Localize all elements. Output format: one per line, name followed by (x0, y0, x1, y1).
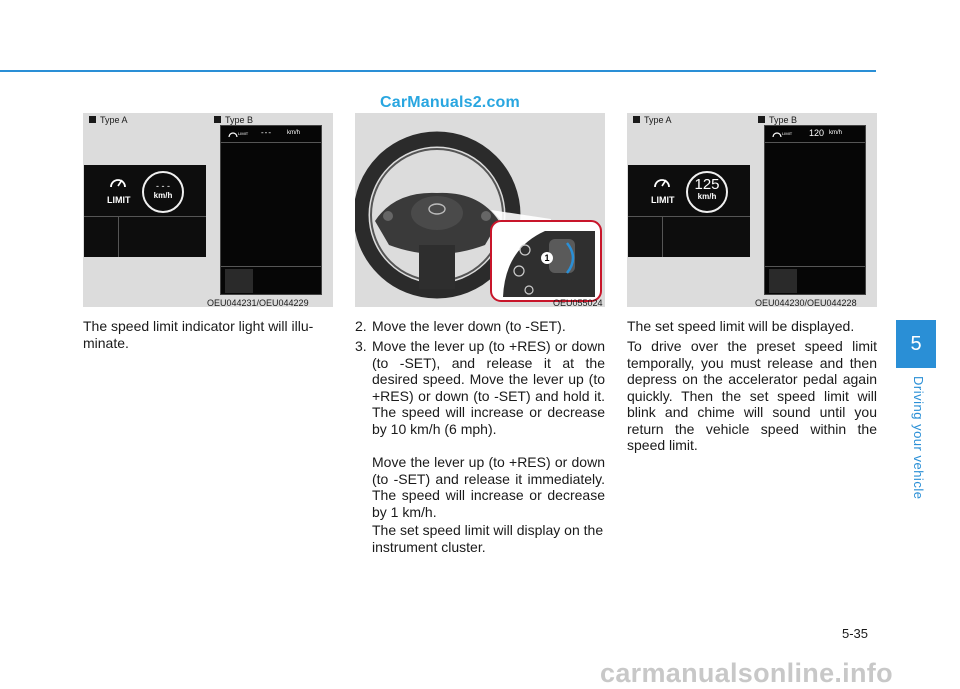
speed-limit-icon (108, 174, 128, 190)
callout-number: 1 (541, 252, 553, 264)
type-a-text-3: Type A (644, 115, 672, 125)
item2-text: Move the lever down (to -SET). (372, 318, 566, 334)
cluster-type-b (220, 125, 322, 295)
col3-paragraph-2: To drive over the preset speed limit temporally, you must release and then depress on the accelerator pedal again quickly. Then the set speed limit will blink and chime will sound until you return the vehicle speed within the speed limit. (627, 338, 877, 453)
limit-speed: 125 (694, 176, 720, 193)
type-a-label-3 (633, 115, 672, 125)
type-b-text: Type B (225, 115, 254, 125)
figure2-code: OEU055024 (553, 298, 603, 308)
b-speed: 120 (809, 128, 825, 138)
item3-paragraph-2: Move the lever up (to +RES) or down (to -SET) and release it immediately. The speed will increase or decrease by 1 km/h. (372, 454, 605, 520)
item3-text: Move the lever up (to +RES) or down (to -SET), and release it at the desired speed. Move the lever up (to +RES) or down (to -SET) and hold it. The speed will increase or decrease by 10 km/h (6 mph). (372, 338, 605, 437)
item3-paragraph-3: The set speed limit will display on the instrument cluster. (372, 522, 604, 555)
cluster-b-soft-key (225, 269, 253, 293)
limit-word: LIMIT (107, 195, 131, 205)
figure1-code: OEU044231/OEU044229 (207, 298, 309, 308)
watermark-bottom[interactable]: carmanualsonline.info (600, 658, 893, 688)
figure-limit-indicator (83, 113, 333, 307)
type-b-text-3: Type B (769, 115, 798, 125)
figure-set-speed-limit (627, 113, 877, 307)
limit-unit-3: km/h (697, 192, 717, 201)
cluster-type-a (84, 165, 206, 257)
type-a-label (89, 115, 128, 125)
b-limit-word: LIMIT (238, 131, 249, 136)
chapter-title: Driving your vehicle (911, 376, 926, 500)
watermark-top[interactable]: CarManuals2.com (380, 94, 520, 111)
item2-number: 2. (355, 318, 367, 334)
cluster-b-soft-key-3 (769, 269, 797, 293)
type-a-text: Type A (100, 115, 128, 125)
b-dashes: --- (261, 128, 272, 137)
cluster-type-b-set (764, 125, 866, 295)
speed-limit-icon-3 (652, 174, 672, 190)
steering-wheel-illustration (355, 113, 605, 307)
b-unit: km/h (287, 130, 301, 136)
limit-dashes: - - - (156, 181, 170, 191)
item3-number: 3. (355, 338, 367, 354)
limit-unit: km/h (153, 191, 173, 200)
b-unit-3: km/h (829, 130, 843, 136)
cluster-type-a-set (628, 165, 750, 257)
page-number: 5-35 (842, 626, 869, 641)
type-b-label-3 (758, 115, 797, 125)
figure-steering-wheel (355, 113, 605, 307)
limit-gauge (142, 171, 184, 213)
col1-paragraph: The speed limit indicator light will illuminate. (83, 318, 314, 351)
top-rule (0, 70, 876, 72)
b-limit-word-3: LIMIT (782, 131, 793, 136)
chapter-tab: 5 (896, 320, 936, 368)
limit-gauge-set (686, 171, 728, 213)
figure3-code: OEU044230/OEU044228 (755, 298, 857, 308)
col3-paragraph-1: The set speed limit will be displayed. (627, 318, 855, 334)
limit-word-3: LIMIT (651, 195, 675, 205)
type-b-label (214, 115, 253, 125)
